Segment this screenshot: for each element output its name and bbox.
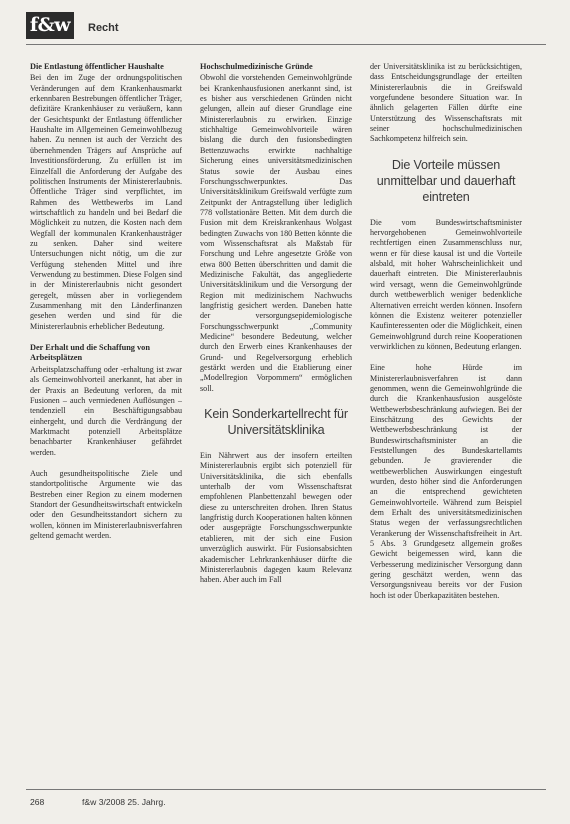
paragraph: Arbeitsplatzschaffung oder -erhaltung ist zwar als Gemeinwohlvorteil anerkannt, hat aber in der Praxis an Bedeutung verloren, da mit Fusionen – auch vermiedenen Auflösungen – tendenziell ein Beschäftigungsabbau einhergeht, und durch die Verdrängung der Marktmacht potenziell Arbeitsplätze benachbarter Krankenhäuser gefährdet werden. bbox=[30, 364, 182, 457]
text-column-1 bbox=[30, 62, 182, 780]
page-header bbox=[0, 0, 570, 40]
text-column-2 bbox=[200, 62, 352, 780]
paragraph: Eine hohe Hürde im Ministererlaubnisverfahren ist dann genommen, wenn die Gemeinwohlgründe die durch die Krankenhausfusion ausgelöste Wettbewerbsbeschränkung aufwiegen. Bei der Einschätzung des Gewichts der Wettbewerbsbeschränkung ist der Bundeswirtschaftsminister an die Feststellungen des Bundeskartellamts gebunden. Je gravierender die wettbewerblichen Auswirkungen eingestuft wurden, desto höher sind die Anforderungen an die entsprechend gewichteten Gemeinwohlvorteile. Während zum Beispiel dem Erhalt des universitätsmedizinischen Status wegen der verfassungsrechtlichen Verankerung der Wissenschaftsfreiheit in Art. 5 Abs. 3 Grundgesetz allgemein großes Gewicht beigemessen wird, kann die Verbesserung medizinischer Versorgung dann gering geschätzt werden, wenn das Versorgungsniveau bereits vor der Fusion hoch ist oder Überkapazitäten bestehen. bbox=[370, 363, 522, 600]
header-rule bbox=[26, 44, 546, 45]
journal-logo: f&w bbox=[26, 12, 74, 39]
paragraph: der Universitätsklinika ist zu berücksichtigen, dass Entscheidungsgrundlage der erteilten Ministererlaubnis die in Greifswald vorgefundene besondere Situation war. In ähnlich gelagerten Fällen dürfte eine Unterstützung des Wissenschaftsrats mit seiner hochschulmedizinischen Sachkompetenz hilfreich sein. bbox=[370, 62, 522, 144]
paragraph: Bei den im Zuge der ordnungspolitischen Veränderungen auf dem Krankenhausmarkt erkennbaren Bestrebungen öffentlicher Träger, defizitäre Krankenhäuser zu veräußern, kann der Gesichtspunkt der Entlastung öffentlicher Haushalte im Allgemeinen Gemeinwohlbezug haben. Zu nennen ist auch der Verzicht des übernehmenden Trägers auf Ansprüche auf Investitionsförderung. Zu erfüllen ist im Einzelfall die Anforderung der Aufgabe des politischen Instruments der Ministererlaubnis. Öffentliche Träger sind verpflichtet, im Rahmen des Wettbewerbs im Land wirtschaftlich zu handeln und bei Bedarf die Möglichkeit zu nutzen, die Kosten nach dem Wegfall der kommunalen Krankenhausträger zu senken. Daher sind weitere Untersuchungen nicht nötig, um die zur Verfügung stehenden Mittel und ihre Verwendung zu bestimmen. Diese Folgen sind in der Ministererlaubnis nicht gesondert geregelt, müssen aber in vorliegendem Zusammenhang mit den Länderfinanzen gesehen werden und sind für die Ministererlaubnis erheblicher Bedeutung. bbox=[30, 73, 182, 331]
page-number: 268 bbox=[30, 797, 45, 807]
subheading: Die Entlastung öffentlicher Haushalte bbox=[30, 62, 164, 71]
subheading: Der Erhalt und die Schaffung von Arbeitsplätzen bbox=[30, 343, 150, 363]
subheading: Hochschulmedizinische Gründe bbox=[200, 62, 313, 71]
footer-rule bbox=[26, 789, 546, 790]
section-heading: Kein Sonderkartellrecht für Universitätsklinika bbox=[204, 407, 348, 438]
paragraph: Obwohl die vorstehenden Gemeinwohlgründe bei Krankenhausfusionen anerkannt sind, ist es bisher aus verschiedenen Gründen nicht gelungen, allein auf dieser Grundlage eine Ministererlaubnis zu erwirken. Einzige stichhaltige Gemeinwohlvorteile wären bislang die durch den fusionsbedingten Bettenzuwachs erwirkte nachhaltige Sicherung eines universitätsmedizinischen Status sowie der Ausbau eines Forschungsschwerpunktes. Das Universitätsklinikum Greifswald verfügte zum Zeitpunkt der Antragstellung über lediglich 778 vollstationäre Betten. Mit dem durch die Fusion mit dem Kreiskrankenhaus Wolgast bedingten Zuwachs von 180 Betten könnte die vom Wissenschaftsrat als Maßstab für Forschung und Lehre angesetzte Größe von etwa 800 Betten überschritten und damit die Medizinische Fakultät, das angegliederte Universitätsklinikum und die Versorgung der Region mit medizinischem Nachwuchs langfristig gesichert werden. Daneben hatte der versorgungsepidemiologische Forschungsschwerpunkt „Community Medicine“ besondere Bedeutung, welcher durch den Erwerb eines Krankenhauses der Grund- und Regelversorgung erheblich gestärkt werden und die Etablierung einer „Modellregion Vorpommern“ ermöglichen soll. bbox=[200, 73, 352, 393]
paragraph: Die vom Bundeswirtschaftsminister hervorgehobenen Gemeinwohlvorteile rechtfertigen einen Zusammenschluss nur, wenn er für diese kausal ist und die Vorteile alsbald, mit hoher Wahrscheinlichkeit und dauerhaft eintreten. Die Ministererlaubnis wird versagt, wenn die Gemeinwohlgründe durch wettbewerblich weniger bedenkliche Alternativen erreicht werden können. Insofern können die Existenz weiterer potenzieller Kaufinteressenten oder die Möglichkeit, einen Gemeinwohlgrund durch reine Kooperationen verwirklichen zu können, Bedeutung erlangen. bbox=[370, 217, 522, 351]
text-column-3 bbox=[370, 62, 522, 780]
paragraph: Ein Nährwert aus der insofern erteilten Ministererlaubnis ergibt sich potenziell für Universitätsklinika, die sich ebenfalls unterhalb der vom Wissenschaftsrat empfohlenen Planbettenzahl bewegen oder diese zu unterschreiten drohen. Ihren Status langfristig durch Kooperationen halten können oder ausgeprägte Forschungsschwerpunkte etablieren, mit der sich eine Fusion unverzüglich auswirkt. Für Fusionsabsichten akademischer Lehrkrankenhäuser dürfte die Ministererlaubnis dagegen kaum Relevanz haben. Aber auch im Fall bbox=[200, 451, 352, 585]
page-footer bbox=[30, 797, 166, 807]
section-heading: Die Vorteile müssen unmittelbar und dauerhaft eintreten bbox=[376, 157, 516, 204]
journal-issue: f&w 3/2008 25. Jahrg. bbox=[82, 797, 166, 807]
paragraph: Auch gesundheitspolitische Ziele und standortpolitische Argumente wie das Bestreben einer Region zu einem modernen Standort der Gesundheitswirtschaft entwickeln oder den Gesundheitsstandort sichern zu wollen, können im Ministererlaubnisverfahren geltend gemacht werden. bbox=[30, 468, 182, 540]
section-title: Recht bbox=[88, 22, 119, 34]
